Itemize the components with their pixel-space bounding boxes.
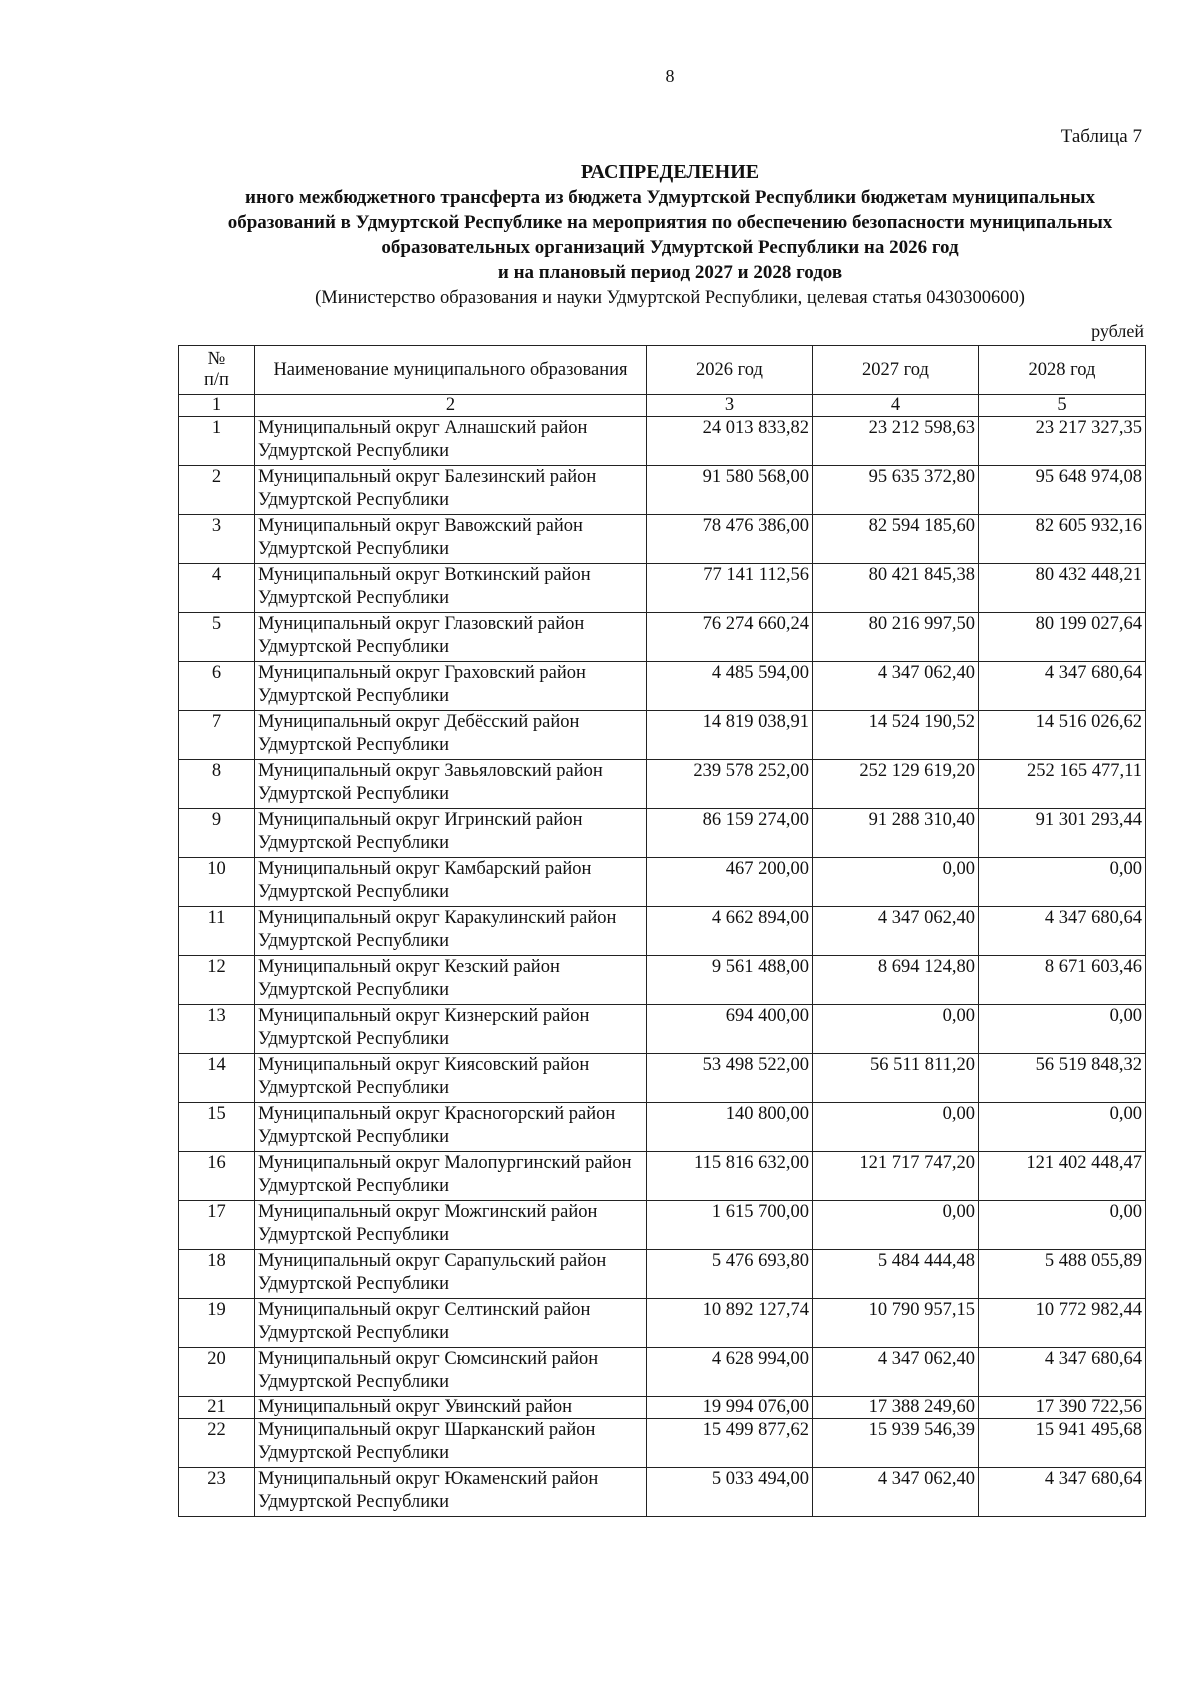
value-2027: 91 288 310,40 xyxy=(813,809,979,858)
column-number: 5 xyxy=(979,395,1146,417)
value-2028: 10 772 982,44 xyxy=(979,1299,1146,1348)
value-2028: 4 347 680,64 xyxy=(979,907,1146,956)
value-2027: 252 129 619,20 xyxy=(813,760,979,809)
value-2027: 17 388 249,60 xyxy=(813,1397,979,1419)
table-row xyxy=(179,711,1146,760)
municipality-name: Муниципальный округ Граховский район Удмуртской Республики xyxy=(255,662,647,711)
value-2028: 0,00 xyxy=(979,858,1146,907)
table-body xyxy=(179,395,1146,1517)
table-row xyxy=(179,809,1146,858)
municipality-name: Муниципальный округ Игринский район Удмуртской Республики xyxy=(255,809,647,858)
value-2026: 5 476 693,80 xyxy=(647,1250,813,1299)
value-2028: 0,00 xyxy=(979,1201,1146,1250)
value-2026: 1 615 700,00 xyxy=(647,1201,813,1250)
value-2028: 23 217 327,35 xyxy=(979,417,1146,466)
table-row xyxy=(179,1005,1146,1054)
municipality-name: Муниципальный округ Кезский район Удмуртской Республики xyxy=(255,956,647,1005)
row-number: 2 xyxy=(179,466,255,515)
value-2026: 53 498 522,00 xyxy=(647,1054,813,1103)
heading-line-2: образований в Удмуртской Республике на мероприятия по обеспечению безопасности муниципальных xyxy=(227,212,1113,233)
value-2027: 23 212 598,63 xyxy=(813,417,979,466)
municipality-name: Муниципальный округ Увинский район xyxy=(255,1397,647,1419)
value-2026: 10 892 127,74 xyxy=(647,1299,813,1348)
value-2028: 95 648 974,08 xyxy=(979,466,1146,515)
column-number: 2 xyxy=(255,395,647,417)
value-2027: 0,00 xyxy=(813,1005,979,1054)
table-row xyxy=(179,1468,1146,1517)
value-2027: 0,00 xyxy=(813,1103,979,1152)
value-2026: 77 141 112,56 xyxy=(647,564,813,613)
value-2028: 82 605 932,16 xyxy=(979,515,1146,564)
row-number: 16 xyxy=(179,1152,255,1201)
row-number: 20 xyxy=(179,1348,255,1397)
heading-line-1: иного межбюджетного трансферта из бюджета Удмуртской Республики бюджетам муниципальных xyxy=(245,187,1095,208)
value-2027: 5 484 444,48 xyxy=(813,1250,979,1299)
row-number: 7 xyxy=(179,711,255,760)
municipality-name: Муниципальный округ Балезинский район Удмуртской Республики xyxy=(255,466,647,515)
value-2027: 121 717 747,20 xyxy=(813,1152,979,1201)
municipality-name: Муниципальный округ Можгинский район Удмуртской Республики xyxy=(255,1201,647,1250)
value-2027: 4 347 062,40 xyxy=(813,662,979,711)
row-number: 6 xyxy=(179,662,255,711)
municipality-name: Муниципальный округ Сюмсинский район Удмуртской Республики xyxy=(255,1348,647,1397)
value-2026: 239 578 252,00 xyxy=(647,760,813,809)
table-row xyxy=(179,1152,1146,1201)
value-2028: 5 488 055,89 xyxy=(979,1250,1146,1299)
municipality-name: Муниципальный округ Завьяловский район Удмуртской Республики xyxy=(255,760,647,809)
value-2028: 91 301 293,44 xyxy=(979,809,1146,858)
value-2026: 14 819 038,91 xyxy=(647,711,813,760)
table-row xyxy=(179,1419,1146,1468)
value-2028: 4 347 680,64 xyxy=(979,1348,1146,1397)
table-row xyxy=(179,760,1146,809)
value-2028: 121 402 448,47 xyxy=(979,1152,1146,1201)
row-number: 3 xyxy=(179,515,255,564)
table-label: Таблица 7 xyxy=(1060,126,1142,147)
value-2026: 15 499 877,62 xyxy=(647,1419,813,1468)
municipality-name: Муниципальный округ Малопургинский район Удмуртской Республики xyxy=(255,1152,647,1201)
table-row xyxy=(179,907,1146,956)
row-number: 1 xyxy=(179,417,255,466)
value-2027: 0,00 xyxy=(813,1201,979,1250)
value-2028: 15 941 495,68 xyxy=(979,1419,1146,1468)
value-2027: 82 594 185,60 xyxy=(813,515,979,564)
header-num xyxy=(179,346,255,395)
value-2027: 4 347 062,40 xyxy=(813,1468,979,1517)
table-row xyxy=(179,662,1146,711)
value-2027: 15 939 546,39 xyxy=(813,1419,979,1468)
value-2027: 10 790 957,15 xyxy=(813,1299,979,1348)
value-2028: 8 671 603,46 xyxy=(979,956,1146,1005)
municipality-name: Муниципальный округ Глазовский район Удмуртской Республики xyxy=(255,613,647,662)
header-num-line2: п/п xyxy=(204,370,229,390)
table-row xyxy=(179,858,1146,907)
column-number: 3 xyxy=(647,395,813,417)
value-2027: 80 421 845,38 xyxy=(813,564,979,613)
value-2028: 80 199 027,64 xyxy=(979,613,1146,662)
row-number: 22 xyxy=(179,1419,255,1468)
value-2027: 4 347 062,40 xyxy=(813,1348,979,1397)
value-2027: 95 635 372,80 xyxy=(813,466,979,515)
municipality-name: Муниципальный округ Киясовский район Удмуртской Республики xyxy=(255,1054,647,1103)
document-heading xyxy=(170,160,1170,285)
value-2028: 80 432 448,21 xyxy=(979,564,1146,613)
row-number: 11 xyxy=(179,907,255,956)
municipality-name: Муниципальный округ Каракулинский район Удмуртской Республики xyxy=(255,907,647,956)
value-2028: 14 516 026,62 xyxy=(979,711,1146,760)
table-row xyxy=(179,613,1146,662)
value-2026: 4 628 994,00 xyxy=(647,1348,813,1397)
column-number: 4 xyxy=(813,395,979,417)
row-number: 9 xyxy=(179,809,255,858)
value-2026: 86 159 274,00 xyxy=(647,809,813,858)
value-2026: 9 561 488,00 xyxy=(647,956,813,1005)
table-row xyxy=(179,515,1146,564)
municipality-name: Муниципальный округ Воткинский район Удмуртской Республики xyxy=(255,564,647,613)
municipality-name: Муниципальный округ Камбарский район Удмуртской Республики xyxy=(255,858,647,907)
value-2027: 8 694 124,80 xyxy=(813,956,979,1005)
row-number: 12 xyxy=(179,956,255,1005)
value-2028: 4 347 680,64 xyxy=(979,662,1146,711)
value-2026: 4 485 594,00 xyxy=(647,662,813,711)
table-header-row xyxy=(179,346,1146,395)
row-number: 8 xyxy=(179,760,255,809)
table-row xyxy=(179,1054,1146,1103)
column-number: 1 xyxy=(179,395,255,417)
header-2028: 2028 год xyxy=(979,346,1146,395)
value-2026: 76 274 660,24 xyxy=(647,613,813,662)
table-row xyxy=(179,1103,1146,1152)
value-2026: 140 800,00 xyxy=(647,1103,813,1152)
municipality-name: Муниципальный округ Сарапульский район Удмуртской Республики xyxy=(255,1250,647,1299)
heading-line-3: образовательных организаций Удмуртской Республики на 2026 год xyxy=(381,237,959,258)
document-subtitle: (Министерство образования и науки Удмуртской Республики, целевая статья 0430300600) xyxy=(315,288,1025,308)
value-2026: 5 033 494,00 xyxy=(647,1468,813,1517)
row-number: 13 xyxy=(179,1005,255,1054)
row-number: 10 xyxy=(179,858,255,907)
municipality-name: Муниципальный округ Красногорский район Удмуртской Республики xyxy=(255,1103,647,1152)
table-row xyxy=(179,417,1146,466)
value-2026: 115 816 632,00 xyxy=(647,1152,813,1201)
value-2027: 0,00 xyxy=(813,858,979,907)
table-row xyxy=(179,1201,1146,1250)
municipality-name: Муниципальный округ Юкаменский район Удмуртской Республики xyxy=(255,1468,647,1517)
value-2027: 56 511 811,20 xyxy=(813,1054,979,1103)
row-number: 4 xyxy=(179,564,255,613)
value-2028: 56 519 848,32 xyxy=(979,1054,1146,1103)
header-2026: 2026 год xyxy=(647,346,813,395)
row-number: 5 xyxy=(179,613,255,662)
value-2026: 24 013 833,82 xyxy=(647,417,813,466)
table-row xyxy=(179,1299,1146,1348)
municipality-name: Муниципальный округ Алнашский район Удмуртской Республики xyxy=(255,417,647,466)
table-row xyxy=(179,956,1146,1005)
units-label: рублей xyxy=(1091,321,1144,341)
header-2027: 2027 год xyxy=(813,346,979,395)
value-2026: 4 662 894,00 xyxy=(647,907,813,956)
row-number: 14 xyxy=(179,1054,255,1103)
value-2026: 467 200,00 xyxy=(647,858,813,907)
heading-line-4: и на плановый период 2027 и 2028 годов xyxy=(497,262,843,283)
municipality-name: Муниципальный округ Вавожский район Удмуртской Республики xyxy=(255,515,647,564)
value-2028: 0,00 xyxy=(979,1005,1146,1054)
table-row xyxy=(179,1250,1146,1299)
row-number: 21 xyxy=(179,1397,255,1419)
row-number: 18 xyxy=(179,1250,255,1299)
value-2026: 19 994 076,00 xyxy=(647,1397,813,1419)
row-number: 19 xyxy=(179,1299,255,1348)
value-2027: 80 216 997,50 xyxy=(813,613,979,662)
column-numbers-row xyxy=(179,395,1146,417)
row-number: 23 xyxy=(179,1468,255,1517)
value-2028: 4 347 680,64 xyxy=(979,1468,1146,1517)
value-2026: 78 476 386,00 xyxy=(647,515,813,564)
header-num-line1: № xyxy=(207,349,226,369)
table-row xyxy=(179,564,1146,613)
value-2027: 4 347 062,40 xyxy=(813,907,979,956)
value-2028: 252 165 477,11 xyxy=(979,760,1146,809)
header-name: Наименование муниципального образования xyxy=(255,346,647,395)
table-row xyxy=(179,1397,1146,1419)
value-2028: 17 390 722,56 xyxy=(979,1397,1146,1419)
heading-title: РАСПРЕДЕЛЕНИЕ xyxy=(580,161,760,183)
municipality-name: Муниципальный округ Кизнерский район Удмуртской Республики xyxy=(255,1005,647,1054)
row-number: 15 xyxy=(179,1103,255,1152)
table-row xyxy=(179,1348,1146,1397)
page-number: 8 xyxy=(665,66,675,86)
value-2028: 0,00 xyxy=(979,1103,1146,1152)
value-2027: 14 524 190,52 xyxy=(813,711,979,760)
distribution-table xyxy=(178,345,1146,1517)
value-2026: 694 400,00 xyxy=(647,1005,813,1054)
municipality-name: Муниципальный округ Дебёсский район Удмуртской Республики xyxy=(255,711,647,760)
value-2026: 91 580 568,00 xyxy=(647,466,813,515)
table-row xyxy=(179,466,1146,515)
municipality-name: Муниципальный округ Шарканский район Удмуртской Республики xyxy=(255,1419,647,1468)
municipality-name: Муниципальный округ Селтинский район Удмуртской Республики xyxy=(255,1299,647,1348)
row-number: 17 xyxy=(179,1201,255,1250)
